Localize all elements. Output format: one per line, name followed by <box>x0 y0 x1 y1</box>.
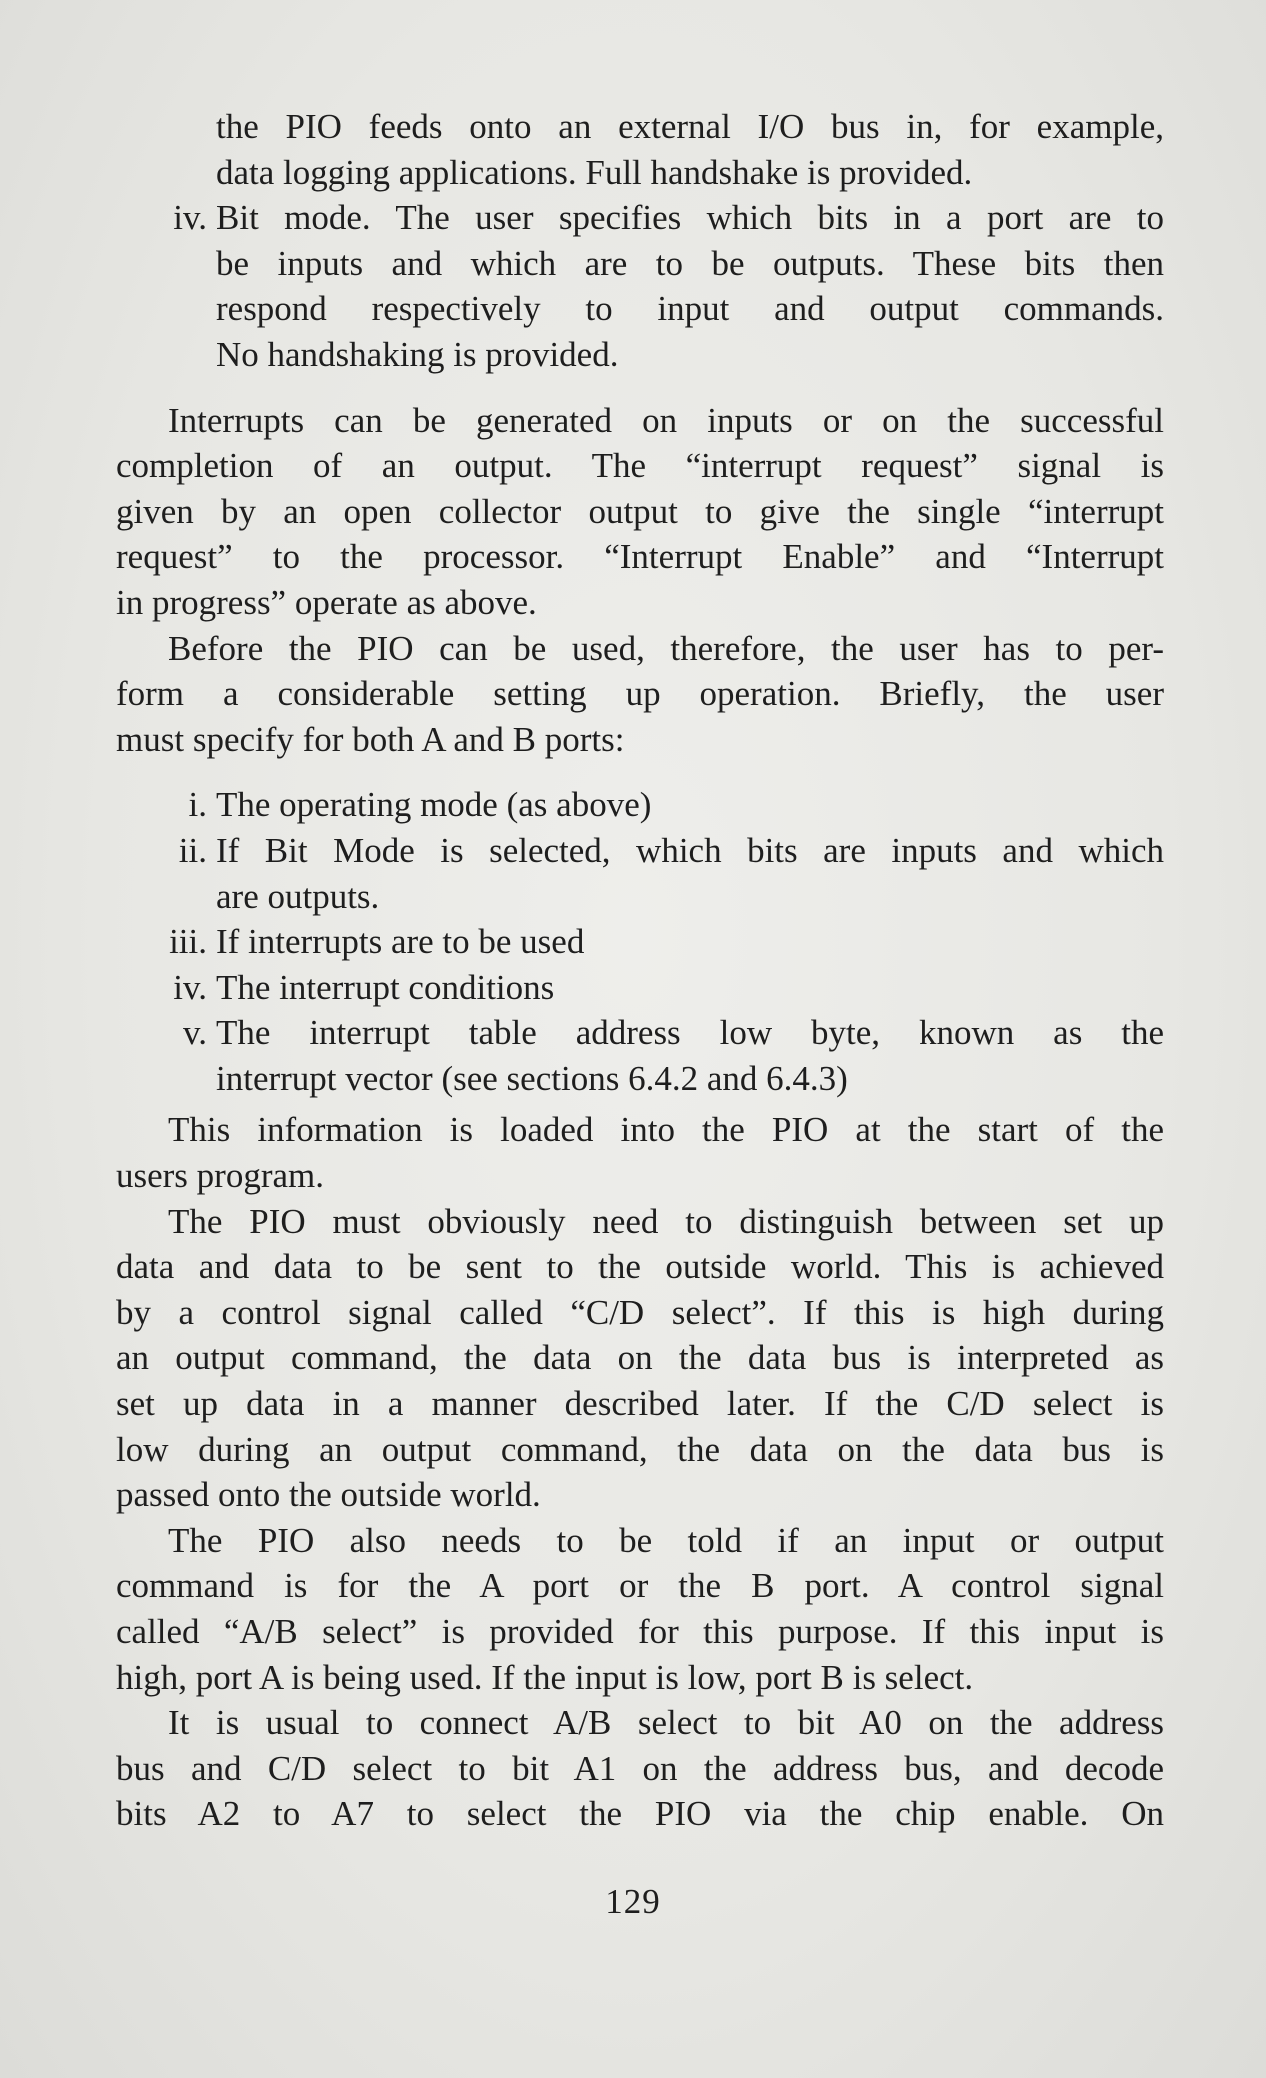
text-line: This information is loaded into the PIO at the start of the <box>168 1110 1164 1150</box>
text-line: If Bit Mode is selected, which bits are inputs and which <box>216 830 1164 870</box>
text-line: called “A/B select” is provided for this purpose. If this input is <box>116 1612 1164 1651</box>
text-line: the PIO feeds onto an external I/O bus in, for example, <box>216 107 1164 146</box>
list-item-i <box>116 782 1164 828</box>
paragraph-gap <box>116 762 1164 782</box>
specify-list <box>116 782 1164 1101</box>
text-line: data logging applications. Full handshake is provided. <box>216 152 973 192</box>
text-line: Before the PIO can be used, therefore, the user has to per- <box>168 628 1164 668</box>
list-item-iv-bit-mode <box>116 195 1164 377</box>
text-line: high, port A is being used. If the input is low, port B is select. <box>116 1657 974 1697</box>
paragraph-connect <box>116 1700 1164 1837</box>
list-numeral: v. <box>183 1013 207 1053</box>
text-line: The PIO also needs to be told if an input or output <box>168 1520 1164 1560</box>
text-line: set up data in a manner described later. If the C/D select is <box>116 1384 1164 1424</box>
text-line: interrupt vector (see sections 6.4.2 and 6.4.3) <box>216 1058 848 1098</box>
list-item-v <box>116 1010 1164 1101</box>
page-number: 129 <box>605 1882 661 1921</box>
text-line: an output command, the data on the data bus is interpreted as <box>116 1338 1164 1378</box>
text-line: The interrupt conditions <box>216 967 555 1007</box>
text-line: The interrupt table address low byte, known as the <box>216 1013 1164 1053</box>
list-numeral: iii. <box>169 922 207 962</box>
text-line: data and data to be sent to the outside world. This is achieved <box>116 1247 1164 1287</box>
list-item-iii <box>116 919 1164 965</box>
text-line: bits A2 to A7 to select the PIO via the chip enable. On <box>116 1794 1164 1834</box>
list-numeral: ii. <box>178 830 207 870</box>
paragraph-ab-select <box>116 1518 1164 1700</box>
text-line: by a control signal called “C/D select”. If this is high during <box>116 1292 1164 1332</box>
text-line: low during an output command, the data on the data bus is <box>116 1429 1164 1469</box>
paragraph-gap <box>116 378 1164 398</box>
list-numeral: i. <box>188 785 207 825</box>
list-item-ii <box>116 828 1164 919</box>
paragraph-info <box>116 1107 1164 1198</box>
text-line: must specify for both A and B ports: <box>116 719 625 759</box>
text-line: are outputs. <box>216 876 380 916</box>
text-line: command is for the A port or the B port. A control signal <box>116 1566 1164 1606</box>
text-line: The operating mode (as above) <box>216 785 652 825</box>
text-line: in progress” operate as above. <box>116 582 537 622</box>
text-line: It is usual to connect A/B select to bit A0 on the address <box>168 1703 1164 1743</box>
text-line: form a considerable setting up operation. Briefly, the user <box>116 674 1164 714</box>
text-line: passed onto the outside world. <box>116 1475 541 1515</box>
list-numeral: iv. <box>173 198 207 238</box>
paragraph-distinguish <box>116 1199 1164 1518</box>
body-text <box>116 104 1164 1837</box>
text-line: users program. <box>116 1156 325 1196</box>
text-line: request” to the processor. “Interrupt Enable” and “Interrupt <box>116 537 1164 577</box>
text-line: No handshaking is provided. <box>216 334 619 374</box>
list-numeral: iv. <box>173 967 207 1007</box>
text-line: Bit mode. The user specifies which bits in a port are to <box>216 198 1164 238</box>
text-line: given by an open collector output to give the single “interrupt <box>116 491 1164 531</box>
text-line: The PIO must obviously need to distinguish between set up <box>168 1201 1164 1241</box>
paragraph-before <box>116 626 1164 763</box>
text-line: If interrupts are to be used <box>216 922 585 962</box>
paragraph-interrupts <box>116 398 1164 626</box>
text-line: respond respectively to input and output commands. <box>216 289 1164 329</box>
text-line: Interrupts can be generated on inputs or on the successful <box>168 400 1164 440</box>
text-line: bus and C/D select to bit A1 on the address bus, and decode <box>116 1748 1164 1788</box>
text-line: completion of an output. The “interrupt request” signal is <box>116 446 1164 486</box>
list-item-iv <box>116 965 1164 1011</box>
text-line: be inputs and which are to be outputs. These bits then <box>216 243 1164 283</box>
